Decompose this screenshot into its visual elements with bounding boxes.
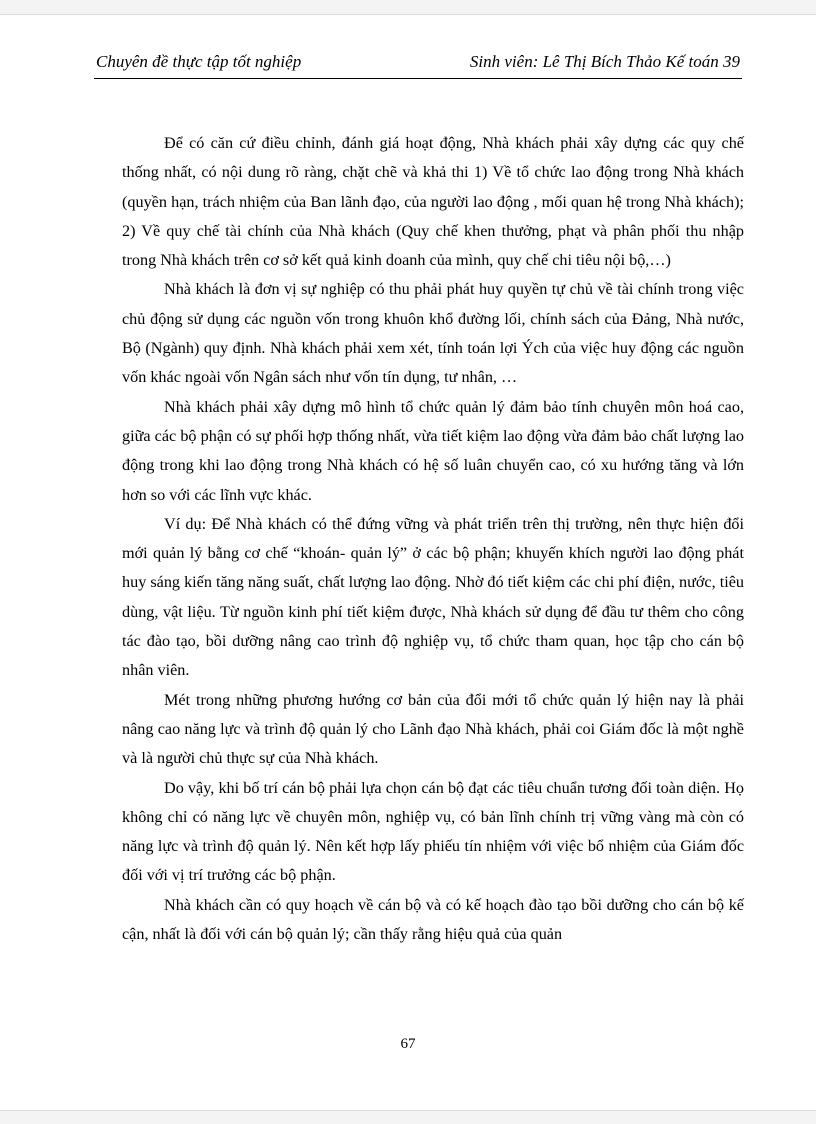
body-text: [122, 129, 744, 949]
page-bottom-edge: [0, 1110, 816, 1124]
paragraph: Mét trong những phương hướng cơ bản của đổi mới tổ chức quản lý hiện nay là phải nâng cao năng lực và trình độ quản lý cho Lãnh đạo Nhà khách, phải coi Giám đốc là một nghề và là người chủ thực sự của Nhà khách.: [122, 690, 744, 768]
paragraph: Để có căn cứ điều chỉnh, đánh giá hoạt động, Nhà khách phải xây dựng các quy chế thống nhất, có nội dung rõ ràng, chặt chẽ và khả thi 1) Về tổ chức lao động trong Nhà khách (quyền hạn, trách nhiệm của Ban lãnh đạo, của người lao động , mối quan hệ trong Nhà khách); 2) Về quy chế tài chính của Nhà khách (Quy chế khen thưởng, phạt và phân phối thu nhập trong Nhà khách trên cơ sở kết quả kinh doanh của mình, quy chế chi tiêu nội bộ,…): [122, 134, 744, 270]
paragraph: Nhà khách cần có quy hoạch về cán bộ và có kế hoạch đào tạo bồi dưỡng cho cán bộ kế cận, nhất là đối với cán bộ quản lý; cần thấy rằng hiệu quả của quản: [122, 895, 744, 944]
page-top-edge: [0, 0, 816, 15]
running-header: [96, 52, 740, 78]
header-title: Chuyên đề thực tập tốt nghiệp: [96, 52, 302, 71]
paragraph: Do vậy, khi bố trí cán bộ phải lựa chọn cán bộ đạt các tiêu chuẩn tương đối toàn diện. Họ không chỉ có năng lực về chuyên môn, nghiệp vụ, có bản lĩnh chính trị vững vàng mà còn có năng lực và trình độ quản lý. Nên kết hợp lấy phiếu tín nhiệm với việc bổ nhiệm của Giám đốc đối với vị trí trưởng các bộ phận.: [122, 778, 744, 885]
paragraph: Nhà khách phải xây dựng mô hình tổ chức quản lý đảm bảo tính chuyên môn hoá cao, giữa các bộ phận có sự phối hợp thống nhất, vừa tiết kiệm lao động vừa đảm bảo chất lượng lao động trong khi lao động trong Nhà khách có hệ số luân chuyển cao, có xu hướng tăng và lớn hơn so với các lĩnh vực khác.: [122, 397, 744, 504]
page-number: 67: [400, 1036, 416, 1052]
header-rule: [94, 78, 742, 79]
paragraph: Nhà khách là đơn vị sự nghiệp có thu phải phát huy quyền tự chủ về tài chính trong việc chủ động sử dụng các nguồn vốn trong khuôn khổ đường lối, chính sách của Đảng, Nhà nước, Bộ (Ngành) quy định. Nhà khách phải xem xét, tính toán lợi Ých của việc huy động các nguồn vốn khác ngoài vốn Ngân sách như vốn tín dụng, tư nhân, …: [122, 280, 744, 387]
header-author: Sinh viên: Lê Thị Bích Thảo Kế toán 39: [469, 52, 740, 71]
paragraph: Ví dụ: Để Nhà khách có thể đứng vững và phát triển trên thị trường, nên thực hiện đổi mới quản lý bằng cơ chế “khoán- quản lý” ở các bộ phận; khuyến khích người lao động phát huy sáng kiến tăng năng suất, chất lượng lao động. Nhờ đó tiết kiệm các chi phí điện, nước, tiêu dùng, vật liệu. Từ nguồn kinh phí tiết kiệm được, Nhà khách sử dụng để đầu tư thêm cho công tác đào tạo, bồi dưỡng nâng cao trình độ nghiệp vụ, tổ chức tham quan, học tập cho cán bộ nhân viên.: [122, 514, 744, 680]
